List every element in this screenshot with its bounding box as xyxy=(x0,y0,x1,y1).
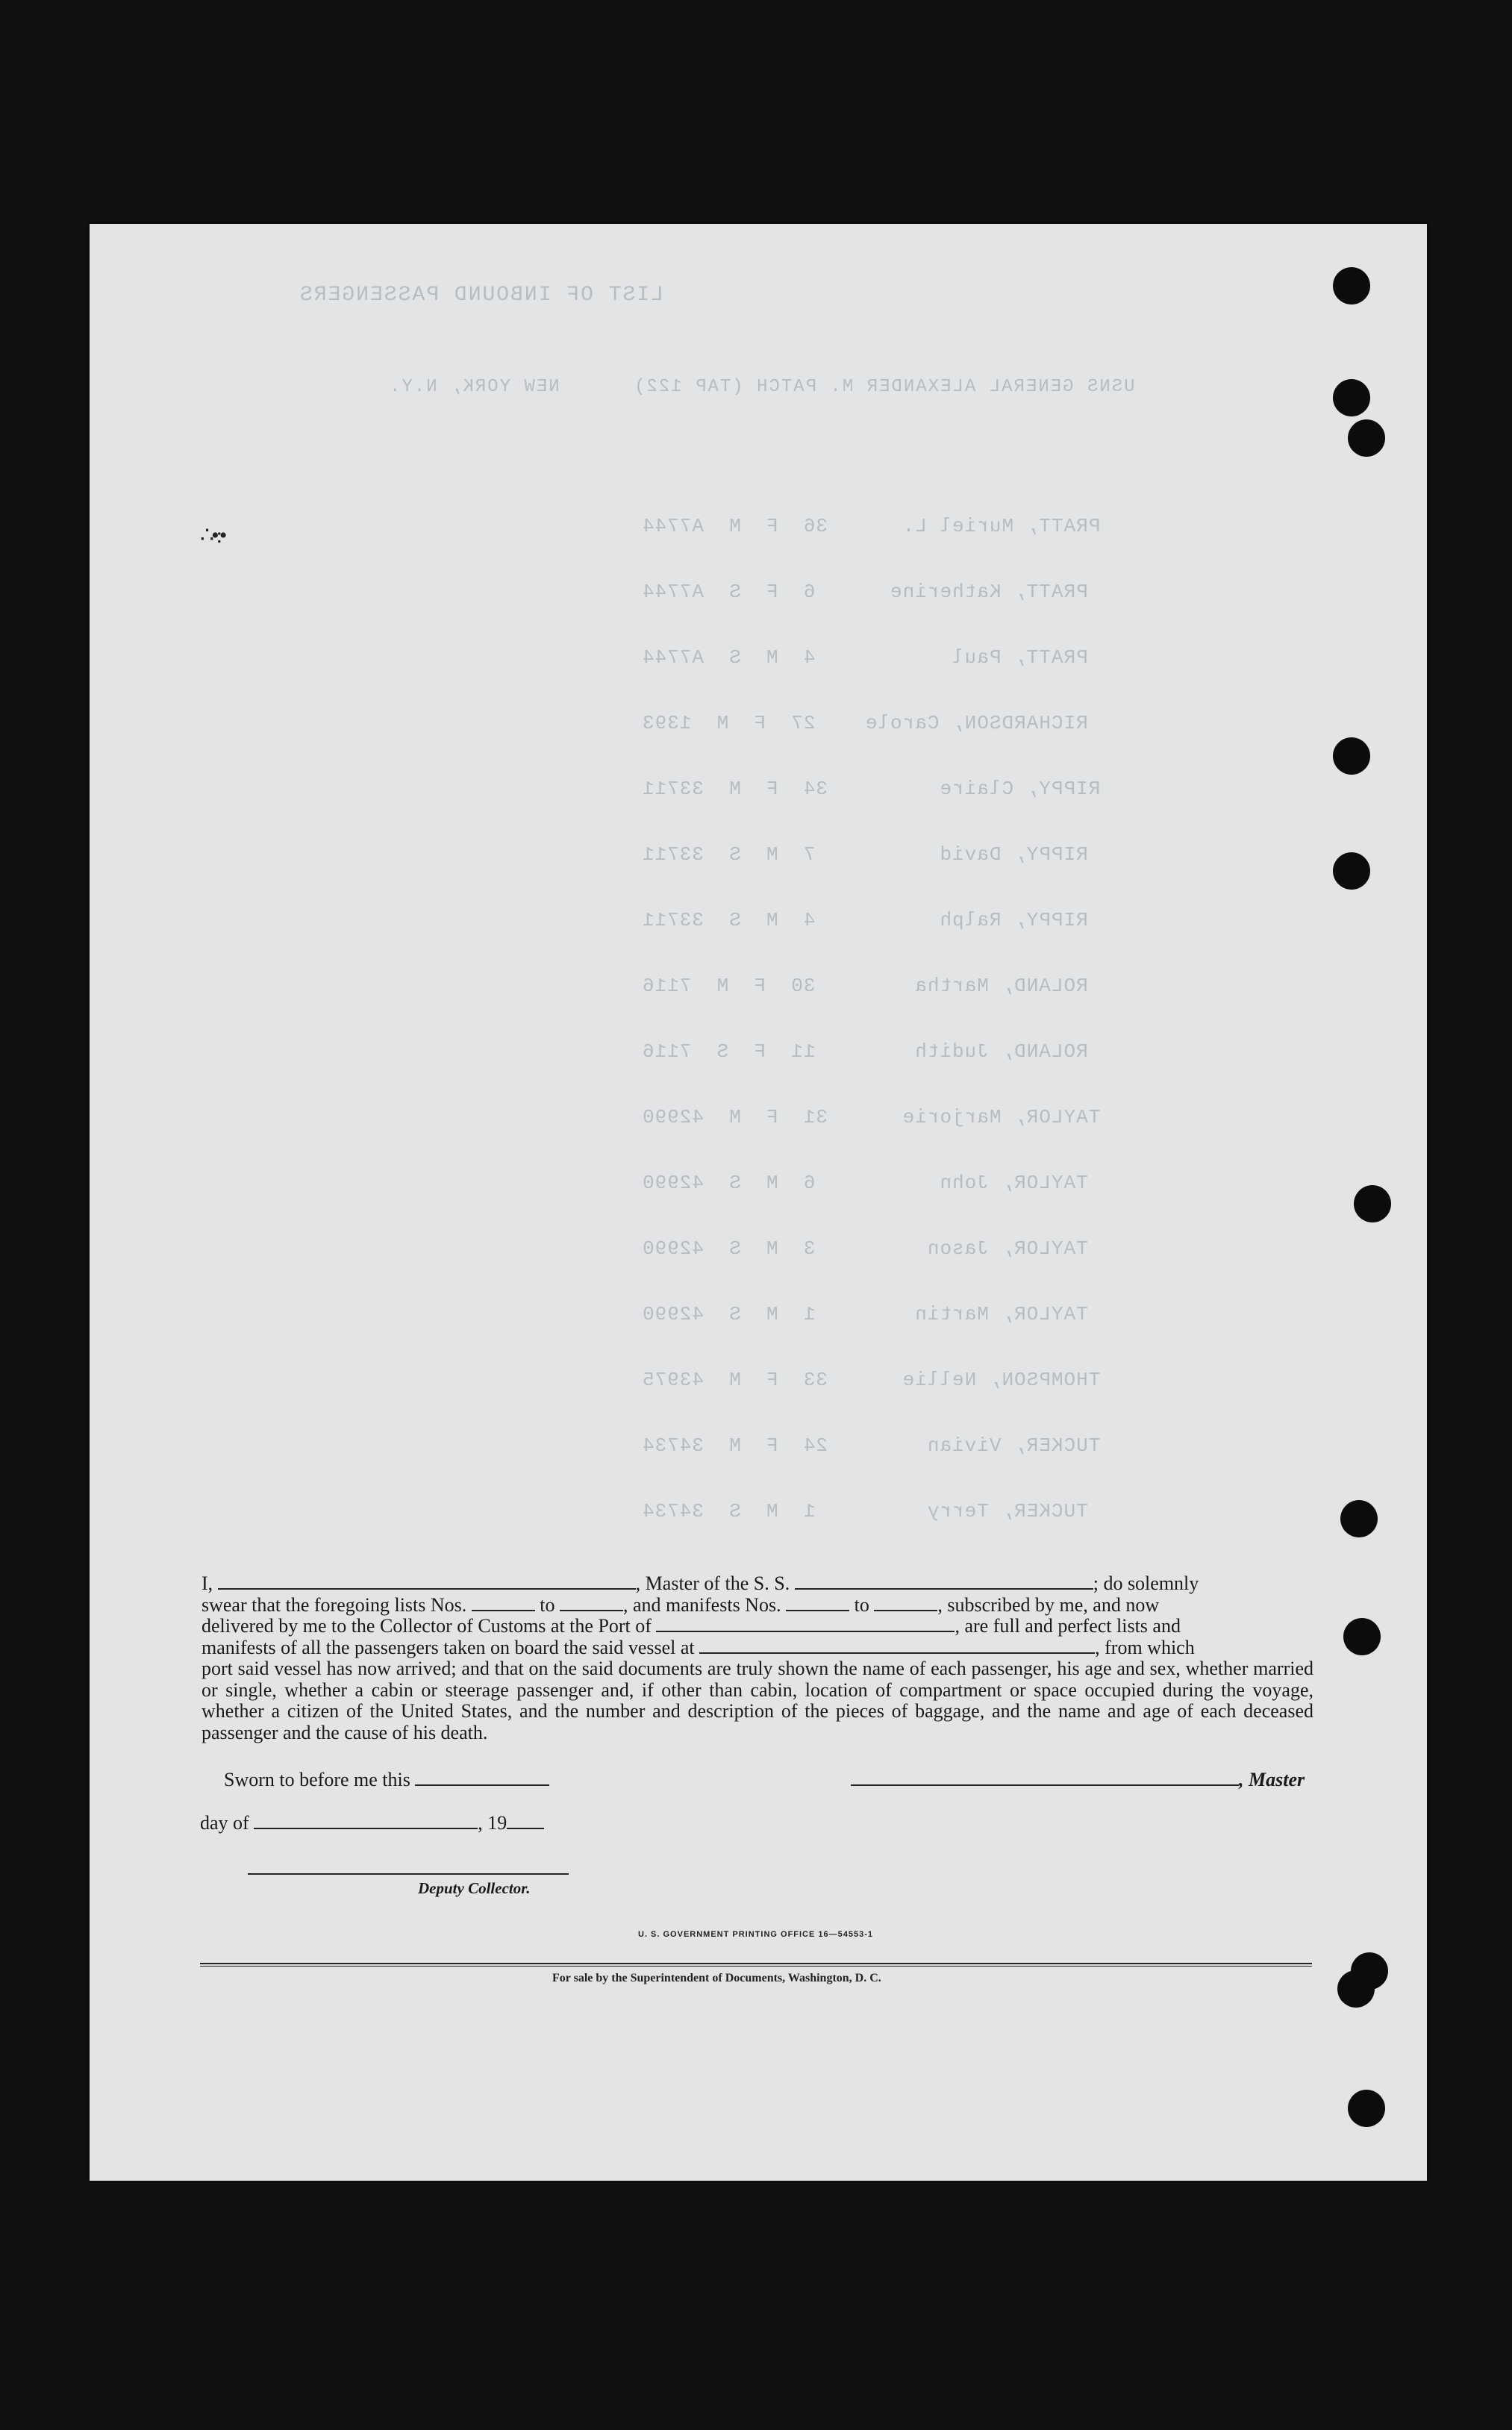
master-signature-line xyxy=(851,1769,1305,1791)
punch-hole xyxy=(1333,379,1370,416)
port-field[interactable] xyxy=(656,1617,955,1632)
punch-hole xyxy=(1348,419,1385,457)
oath-full-lists: , are full and perfect lists and xyxy=(955,1615,1181,1637)
bleed-through-row: ROLAND, Judith 11 F S 7116 xyxy=(642,1040,1088,1063)
deputy-collector-label: Deputy Collector. xyxy=(418,1879,531,1897)
bleed-through-row: THOMPSON, Nellie 33 F M 43975 xyxy=(642,1369,1101,1391)
punch-hole xyxy=(1340,1500,1378,1537)
punch-hole xyxy=(1343,1618,1381,1655)
bleed-through-row: TAYLOR, Marjorie 31 F M 42990 xyxy=(642,1106,1101,1128)
lists-to-field[interactable] xyxy=(560,1596,623,1611)
gpo-imprint: U. S. GOVERNMENT PRINTING OFFICE 16—54553-1 xyxy=(638,1930,874,1939)
oath-from-which: , from which xyxy=(1095,1636,1195,1658)
punch-hole xyxy=(1348,2090,1385,2127)
footer-rule-bottom xyxy=(200,1966,1312,1967)
manifests-to-field[interactable] xyxy=(874,1596,937,1611)
oath-manifests-nos: , and manifests Nos. xyxy=(623,1593,781,1616)
punch-hole xyxy=(1333,737,1370,775)
oath-i: I, xyxy=(202,1572,213,1594)
punch-hole xyxy=(1354,1185,1391,1222)
bleed-through-row: RIPPY, Claire 34 F M 33711 xyxy=(642,778,1101,800)
master-signature-field[interactable] xyxy=(851,1771,1239,1786)
bleed-through-row: TAYLOR, Martin 1 M S 42990 xyxy=(642,1303,1088,1325)
day-of-field[interactable] xyxy=(254,1814,478,1829)
bleed-through-row: TUCKER, Vivian 24 F M 34734 xyxy=(642,1434,1101,1457)
oath-lists-nos: swear that the foregoing lists Nos. xyxy=(202,1593,467,1616)
master-name-field[interactable] xyxy=(218,1575,636,1590)
bleed-through-row: ROLAND, Martha 30 F M 7116 xyxy=(642,975,1088,997)
punch-hole xyxy=(1333,267,1370,304)
sworn-date-field[interactable] xyxy=(415,1771,549,1786)
oath-body: port said vessel has now arrived; and that on the said documents are truly shown the name of each passenger, his age and sex, whether married or single, whether a cabin or steerage passenger and, if other than cabin, location of compartment or space occupied during the voyage, whether a citizen of the United States, and the number and description of the pieces of baggage, and the name and age of each deceased passenger and the cause of his death. xyxy=(202,1658,1313,1743)
bleed-through-header-2: USNS GENERAL ALEXANDER M. PATCH (TAP 122) NEW YORK, N.Y. xyxy=(388,377,1135,397)
master-label: , Master xyxy=(1239,1769,1305,1790)
footer-rule-top xyxy=(200,1963,1312,1964)
bleed-through-row: TUCKER, Terry 1 M S 34734 xyxy=(642,1500,1088,1522)
punch-hole xyxy=(1333,852,1370,890)
sworn-text: Sworn to before me this xyxy=(224,1769,410,1790)
day-of-line xyxy=(200,1812,544,1834)
bleed-through-header-1: LIST OF INBOUND PASSENGERS xyxy=(299,284,663,307)
bleed-through-row: PRATT, Muriel L. 36 F M A7744 xyxy=(642,515,1101,537)
oath-to-2: to xyxy=(854,1593,869,1616)
lists-from-field[interactable] xyxy=(472,1596,535,1611)
punch-hole xyxy=(1337,1970,1375,2008)
bleed-through-row: TAYLOR, John 6 M S 42990 xyxy=(642,1172,1088,1194)
oath-master-of: , Master of the S. S. xyxy=(635,1572,790,1594)
bleed-through-row: RICHARDSON, Carole 27 F M 1393 xyxy=(642,712,1088,734)
bleed-through-row: PRATT, Paul 4 M S A7744 xyxy=(642,646,1088,669)
oath-solemnly: ; do solemnly xyxy=(1093,1572,1199,1594)
deputy-signature-line[interactable] xyxy=(248,1873,569,1875)
oath-subscribed: , subscribed by me, and now xyxy=(937,1593,1160,1616)
oath-paragraph xyxy=(202,1573,1313,1743)
bleed-through-row: RIPPY, David 7 M S 33711 xyxy=(642,843,1088,866)
manifest-page xyxy=(90,224,1427,2181)
departure-port-field[interactable] xyxy=(699,1639,1095,1654)
oath-manifests-all: manifests of all the passengers taken on board the said vessel at xyxy=(202,1636,695,1658)
manifests-from-field[interactable] xyxy=(786,1596,849,1611)
year-label: , 19 xyxy=(478,1812,507,1834)
bleed-through-row: RIPPY, Ralph 4 M S 33711 xyxy=(642,909,1088,931)
bleed-through-row: PRATT, Katherine 6 F S A7744 xyxy=(642,581,1088,603)
oath-to-1: to xyxy=(540,1593,555,1616)
day-of-label: day of xyxy=(200,1812,249,1834)
year-field[interactable] xyxy=(507,1814,544,1829)
ink-speck-marks: ∴•:• xyxy=(200,523,225,548)
sworn-line xyxy=(224,1769,549,1791)
oath-delivered: delivered by me to the Collector of Customs at the Port of xyxy=(202,1615,652,1637)
vessel-name-field[interactable] xyxy=(795,1575,1093,1590)
bleed-through-row: TAYLOR, Jason 3 M S 42990 xyxy=(642,1237,1088,1260)
for-sale-notice: For sale by the Superintendent of Documents, Washington, D. C. xyxy=(552,1972,881,1984)
